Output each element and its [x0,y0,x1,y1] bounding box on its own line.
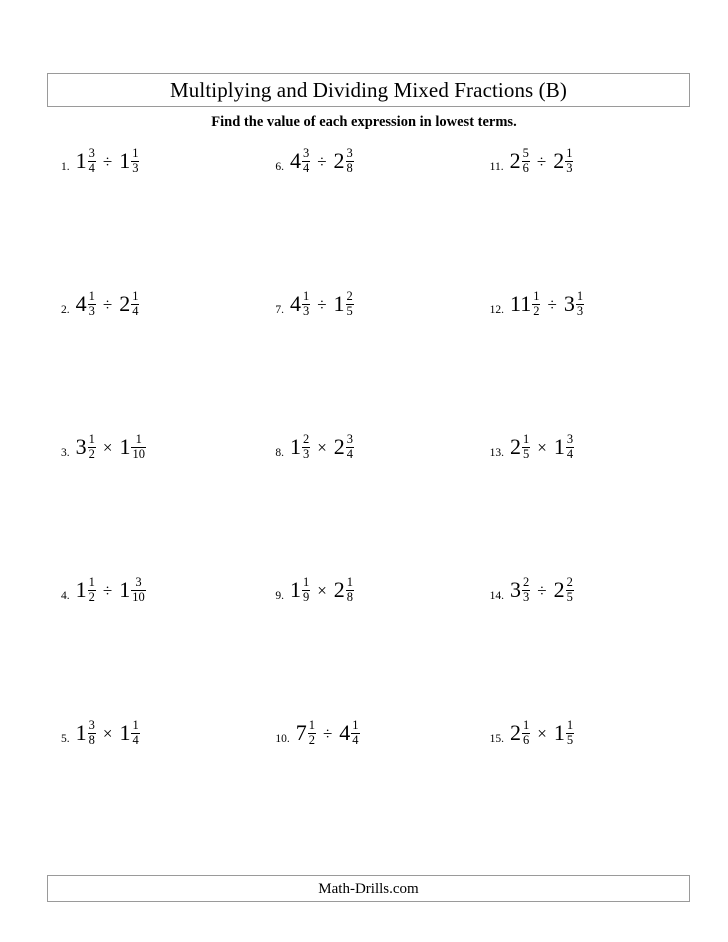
mixed-number-right [554,719,574,748]
problem-number: 4. [61,590,70,602]
problem-number: 12. [489,304,505,316]
fraction-part [88,719,96,748]
denominator: 2 [88,447,95,462]
whole-part: 2 [553,148,565,174]
whole-part: 4 [75,291,87,317]
denominator: 2 [88,590,95,605]
numerator: 3 [302,146,310,160]
numerator: 1 [308,718,315,732]
numerator: 3 [346,146,353,160]
mixed-number-right [119,719,139,748]
fraction-part [522,147,530,176]
operator-symbol: ÷ [102,151,113,171]
operator-symbol: × [537,723,547,743]
mixed-number-right [564,290,584,319]
operator-symbol: × [537,437,547,457]
whole-part: 2 [510,720,522,746]
problem-item [261,141,475,284]
denominator: 10 [132,590,145,605]
mixed-number-right [554,576,574,605]
expression [76,576,146,605]
numerator: 3 [566,432,574,446]
problem-item [476,141,690,284]
fraction-part [131,290,139,319]
denominator: 4 [302,161,310,176]
operator-symbol: ÷ [537,580,547,600]
whole-part: 4 [339,720,351,746]
expression [76,290,140,319]
whole-part: 2 [119,291,131,317]
operator-symbol: × [102,723,113,743]
worksheet-title-box [47,73,690,107]
fraction-part [346,576,354,605]
expression [290,576,354,605]
denominator: 4 [352,733,359,748]
problem-number: 11. [489,161,504,173]
mixed-number-left [76,290,96,319]
fraction-part [302,290,310,319]
expression [290,433,354,462]
numerator: 1 [523,432,530,446]
expression [290,290,354,319]
fraction-part [351,719,359,748]
mixed-number-left [76,576,96,605]
denominator: 8 [88,733,95,748]
numerator: 1 [88,575,95,589]
fraction-part [566,719,574,748]
mixed-number-left [76,719,96,748]
denominator: 4 [566,447,574,462]
fraction-part [88,433,96,462]
mixed-number-right [334,576,354,605]
problem-number: 14. [489,590,505,602]
whole-part: 4 [289,291,301,317]
problem-number: 10. [275,733,290,745]
fraction-part [131,433,146,462]
fraction-part [576,290,584,319]
numerator: 1 [302,575,310,589]
whole-part: 11 [510,291,532,317]
problem-item [476,284,690,427]
mixed-number-left [76,433,96,462]
operator-symbol: ÷ [547,294,557,314]
mixed-number-right [119,147,139,176]
mixed-number-left [76,147,96,176]
fraction-part [88,290,96,319]
mixed-number-right [119,576,146,605]
denominator: 4 [132,733,139,748]
mixed-number-right [334,433,354,462]
expression [290,147,354,176]
expression [510,433,574,462]
problem-item [47,141,261,284]
denominator: 5 [346,304,353,319]
denominator: 8 [346,161,353,176]
problem-item [47,427,261,570]
denominator: 3 [566,161,573,176]
numerator: 3 [88,146,95,160]
problem-number: 1. [61,161,70,173]
operator-symbol: ÷ [102,294,113,314]
expression [296,719,360,748]
problem-item [476,713,690,856]
denominator: 3 [88,304,95,319]
whole-part: 1 [289,577,301,603]
whole-part: 1 [289,434,301,460]
mixed-number-left [296,719,316,748]
numerator: 2 [566,575,573,589]
whole-part: 2 [333,577,345,603]
expression [510,719,574,748]
mixed-number-left [290,147,310,176]
fraction-part [308,719,316,748]
numerator: 1 [88,289,95,303]
page-title: Multiplying and Dividing Mixed Fractions (B) [170,78,567,102]
operator-symbol: × [317,437,327,457]
fraction-part [522,433,530,462]
numerator: 1 [533,289,540,303]
problem-number: 9. [275,590,284,602]
fraction-part [522,576,530,605]
denominator: 9 [302,590,310,605]
denominator: 5 [566,590,573,605]
whole-part: 2 [553,577,565,603]
fraction-part [88,576,96,605]
mixed-number-left [510,147,530,176]
mixed-number-left [510,576,530,605]
numerator: 3 [88,718,95,732]
denominator: 5 [523,447,530,462]
numerator: 1 [566,718,574,732]
operator-symbol: × [317,580,327,600]
problem-number: 5. [61,733,70,745]
whole-part: 4 [289,148,301,174]
numerator: 2 [523,575,530,589]
whole-part: 7 [295,720,307,746]
problem-number: 2. [61,304,70,316]
mixed-number-right [334,147,354,176]
operator-symbol: × [102,437,113,457]
expression [76,719,140,748]
fraction-part [302,433,310,462]
whole-part: 1 [119,148,131,174]
expression [510,290,584,319]
fraction-part [566,576,574,605]
denominator: 10 [132,447,145,462]
expression [76,433,146,462]
mixed-number-left [290,290,310,319]
problem-item [261,427,475,570]
mixed-number-right [554,433,574,462]
fraction-part [566,433,574,462]
mixed-number-right [553,147,573,176]
denominator: 3 [302,447,310,462]
whole-part: 3 [563,291,575,317]
problem-item [47,570,261,713]
problem-number: 7. [275,304,284,316]
whole-part: 1 [75,720,87,746]
expression [510,576,574,605]
numerator: 1 [132,146,139,160]
denominator: 8 [346,590,354,605]
fraction-part [522,719,530,748]
whole-part: 1 [333,291,345,317]
numerator: 1 [566,146,573,160]
fraction-part [565,147,573,176]
operator-symbol: ÷ [322,723,333,743]
problem-item [261,284,475,427]
numerator: 3 [135,575,142,589]
numerator: 1 [88,432,95,446]
whole-part: 2 [510,434,522,460]
whole-part: 1 [119,577,131,603]
numerator: 5 [522,146,529,160]
whole-part: 1 [75,577,87,603]
mixed-number-right [339,719,359,748]
denominator: 3 [523,590,530,605]
numerator: 1 [135,432,142,446]
problem-number: 6. [275,161,284,173]
problem-grid [47,141,690,856]
denominator: 2 [308,733,315,748]
fraction-part [346,290,354,319]
fraction-part [131,576,146,605]
mixed-number-right [119,290,139,319]
mixed-number-right [334,290,354,319]
denominator: 4 [132,304,139,319]
instructions-text: Find the value of each expression in lowest terms. [211,114,517,130]
denominator: 3 [302,304,310,319]
expression [76,147,140,176]
operator-symbol: ÷ [317,294,327,314]
problem-number: 15. [489,733,505,745]
whole-part: 2 [509,148,521,174]
numerator: 1 [576,289,584,303]
denominator: 4 [88,161,95,176]
denominator: 5 [566,733,574,748]
whole-part: 1 [75,148,87,174]
footer-attribution: Math-Drills.com [318,881,419,897]
problem-number: 8. [275,447,284,459]
fraction-part [302,147,310,176]
fraction-part [302,576,310,605]
numerator: 1 [346,575,354,589]
numerator: 2 [302,432,310,446]
fraction-part [88,147,96,176]
numerator: 1 [132,718,139,732]
whole-part: 2 [333,148,345,174]
problem-item [261,570,475,713]
operator-symbol: ÷ [102,580,113,600]
expression [510,147,574,176]
mixed-number-left [510,433,530,462]
fraction-part [532,290,540,319]
mixed-number-left [510,719,530,748]
whole-part: 3 [75,434,87,460]
numerator: 1 [302,289,310,303]
whole-part: 1 [553,434,565,460]
whole-part: 2 [333,434,345,460]
operator-symbol: ÷ [317,151,327,171]
mixed-number-left [290,433,310,462]
mixed-number-left [510,290,540,319]
operator-symbol: ÷ [536,151,547,171]
denominator: 4 [346,447,354,462]
whole-part: 3 [510,577,522,603]
denominator: 3 [576,304,584,319]
whole-part: 1 [119,720,131,746]
problem-item [47,284,261,427]
worksheet-footer-box [47,875,690,902]
denominator: 6 [522,161,529,176]
fraction-part [131,719,139,748]
problem-item [261,713,475,856]
denominator: 2 [533,304,540,319]
problem-item [47,713,261,856]
mixed-number-left [290,576,310,605]
denominator: 3 [132,161,139,176]
problem-number: 3. [61,447,70,459]
numerator: 1 [523,718,530,732]
problem-item [476,570,690,713]
numerator: 1 [352,718,359,732]
problem-number: 13. [489,447,505,459]
fraction-part [346,147,354,176]
whole-part: 1 [119,434,131,460]
fraction-part [346,433,354,462]
problem-item [476,427,690,570]
mixed-number-right [119,433,146,462]
numerator: 3 [346,432,354,446]
numerator: 1 [132,289,139,303]
denominator: 6 [523,733,530,748]
numerator: 2 [346,289,353,303]
fraction-part [131,147,139,176]
whole-part: 1 [553,720,565,746]
